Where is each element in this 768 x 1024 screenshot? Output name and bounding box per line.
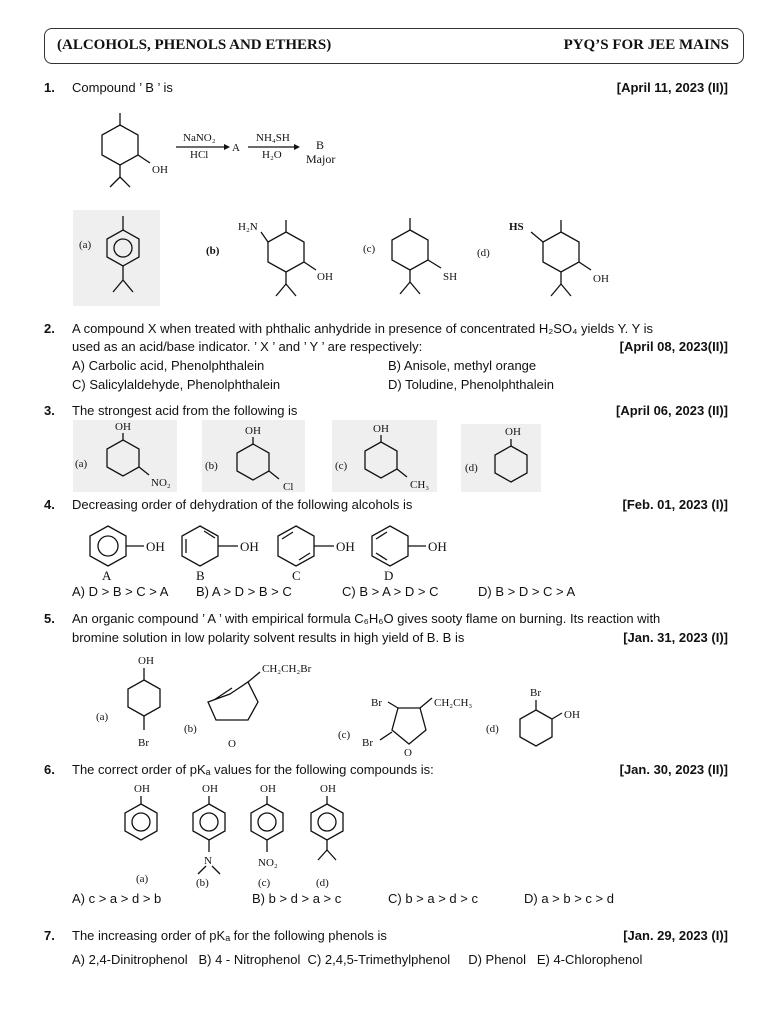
svg-text:CH₂CH₃: CH₂CH₃: [434, 697, 473, 709]
svg-text:HS: HS: [509, 221, 524, 233]
svg-text:(b): (b): [206, 245, 220, 257]
q1-oh-label: OH: [152, 164, 168, 176]
svg-text:NaNO₂: NaNO₂: [183, 132, 216, 144]
series-title: PYQ’S FOR JEE MAINS: [563, 37, 729, 53]
q3-option-structures: [73, 420, 543, 495]
svg-text:OH: OH: [240, 539, 259, 554]
svg-text:(c): (c): [258, 877, 271, 889]
q2-line2: used as an acid/base indicator. ’ X ’ and ’ Y ’ are respectively:: [72, 339, 423, 354]
q2-option-b: B) Anisole, methyl orange: [388, 358, 537, 373]
q2-option-c: C) Salicylaldehyde, Phenolphthalein: [72, 377, 281, 392]
svg-text:Br: Br: [371, 697, 382, 709]
svg-text:CH₂CH₂Br: CH₂CH₂Br: [262, 663, 312, 675]
q1-ref: [April 11, 2023 (II)]: [616, 80, 728, 95]
svg-text:OH: OH: [260, 783, 276, 795]
q2-ref: [April 08, 2023(II)]: [619, 339, 728, 354]
chapter-title: (ALCOHOLS, PHENOLS AND ETHERS): [57, 37, 332, 53]
svg-text:OH: OH: [593, 273, 609, 285]
svg-text:NH₄SH: NH₄SH: [256, 132, 290, 144]
q1-options-structures: [73, 210, 633, 310]
svg-text:(b): (b): [196, 877, 209, 889]
q1-text: Compound ’ B ’ is: [72, 80, 173, 95]
svg-text:D: D: [384, 568, 394, 583]
svg-text:O: O: [404, 747, 412, 759]
svg-text:N: N: [204, 855, 212, 867]
q3-ref: [April 06, 2023 (II)]: [616, 403, 728, 418]
svg-text:OH: OH: [245, 425, 261, 437]
q4-alcohol-structures: [80, 520, 460, 582]
svg-text:OH: OH: [505, 426, 521, 438]
q1-reactant-structure: [102, 113, 168, 187]
svg-text:(a): (a): [96, 711, 109, 723]
svg-text:O: O: [228, 738, 236, 750]
q4-option-c: C) B > A > D > C: [342, 584, 439, 599]
svg-text:B: B: [316, 138, 325, 152]
svg-text:NO₂: NO₂: [151, 477, 171, 489]
q6-option-a: A) c > a > d > b: [72, 891, 162, 906]
svg-text:(d): (d): [486, 723, 499, 735]
svg-text:OH: OH: [320, 783, 336, 795]
q6-option-c: C) b > a > d > c: [388, 891, 478, 906]
svg-text:OH: OH: [564, 709, 580, 721]
q3-text: The strongest acid from the following is: [72, 403, 298, 418]
q3-number: 3.: [44, 403, 55, 418]
q5-line2: bromine solution in low polarity solvent results in high yield of B. B is: [72, 630, 465, 645]
svg-text:(b): (b): [184, 723, 197, 735]
q7-options: A) 2,4-Dinitrophenol B) 4 - Nitrophenol C) 2,4,5-Trimethylphenol D) Phenol E) 4-Chlorophenol: [72, 952, 643, 967]
svg-text:(c): (c): [338, 729, 351, 741]
q7-ref: [Jan. 29, 2023 (I)]: [623, 928, 728, 943]
svg-text:Br: Br: [530, 687, 541, 699]
svg-text:OH: OH: [138, 655, 154, 667]
q1-reaction-scheme: [90, 105, 360, 200]
svg-text:(c): (c): [335, 460, 348, 472]
q2-option-a: A) Carbolic acid, Phenolphthalein: [72, 358, 265, 373]
svg-text:(a): (a): [79, 239, 92, 251]
q6-option-b: B) b > d > a > c: [252, 891, 342, 906]
svg-text:OH: OH: [115, 421, 131, 433]
svg-text:OH: OH: [428, 539, 447, 554]
q2-line1: A compound X when treated with phthalic anhydride in presence of concentrated H₂SO₄ yields Y. Y is: [72, 321, 654, 336]
svg-text:C: C: [292, 568, 301, 583]
svg-text:A: A: [232, 142, 240, 154]
svg-text:(d): (d): [477, 247, 490, 259]
q5-number: 5.: [44, 611, 55, 626]
svg-text:(b): (b): [205, 460, 218, 472]
svg-text:CH₃: CH₃: [410, 479, 430, 491]
svg-text:OH: OH: [373, 423, 389, 435]
q1-number: 1.: [44, 80, 55, 95]
svg-text:A: A: [102, 568, 112, 583]
svg-text:OH: OH: [134, 783, 150, 795]
svg-text:HCl: HCl: [190, 149, 209, 161]
svg-text:OH: OH: [202, 783, 218, 795]
q6-phenol-structures: [110, 778, 370, 890]
q2-number: 2.: [44, 321, 55, 336]
q4-option-b: B) A > D > B > C: [196, 584, 292, 599]
svg-text:H₂O: H₂O: [262, 149, 282, 161]
q6-option-d: D) a > b > c > d: [524, 891, 614, 906]
svg-text:(d): (d): [465, 462, 478, 474]
svg-text:(a): (a): [136, 873, 149, 885]
q4-number: 4.: [44, 497, 55, 512]
svg-text:NO₂: NO₂: [258, 857, 278, 869]
q5-ref: [Jan. 31, 2023 (I)]: [623, 630, 728, 645]
q4-ref: [Feb. 01, 2023 (I)]: [622, 497, 728, 512]
svg-text:Major: Major: [306, 152, 336, 166]
svg-text:OH: OH: [146, 539, 165, 554]
q7-number: 7.: [44, 928, 55, 943]
page-header: [44, 28, 744, 64]
q5-line1: An organic compound ’ A ’ with empirical formula C₆H₆O gives sooty flame on burning. Its reaction with: [72, 611, 661, 626]
q4-option-a: A) D > B > C > A: [72, 584, 169, 599]
svg-text:Br: Br: [138, 737, 149, 749]
svg-text:SH: SH: [443, 271, 458, 283]
q4-option-d: D) B > D > C > A: [478, 584, 576, 599]
svg-text:(c): (c): [363, 243, 376, 255]
q5-option-structures: [90, 650, 610, 760]
svg-text:OH: OH: [317, 271, 333, 283]
svg-text:OH: OH: [336, 539, 355, 554]
q6-ref: [Jan. 30, 2023 (II)]: [619, 762, 728, 777]
svg-text:(d): (d): [316, 877, 329, 889]
svg-text:H₂N: H₂N: [238, 221, 258, 233]
q6-number: 6.: [44, 762, 55, 777]
svg-text:B: B: [196, 568, 205, 583]
svg-text:(a): (a): [75, 458, 88, 470]
q6-text: The correct order of pKₐ values for the following compounds is:: [72, 762, 434, 777]
svg-text:Cl: Cl: [283, 481, 294, 493]
q2-option-d: D) Toludine, Phenolphthalein: [388, 377, 554, 392]
svg-text:Br: Br: [362, 737, 373, 749]
q7-text: The increasing order of pKₐ for the following phenols is: [72, 928, 387, 943]
q4-text: Decreasing order of dehydration of the following alcohols is: [72, 497, 413, 512]
